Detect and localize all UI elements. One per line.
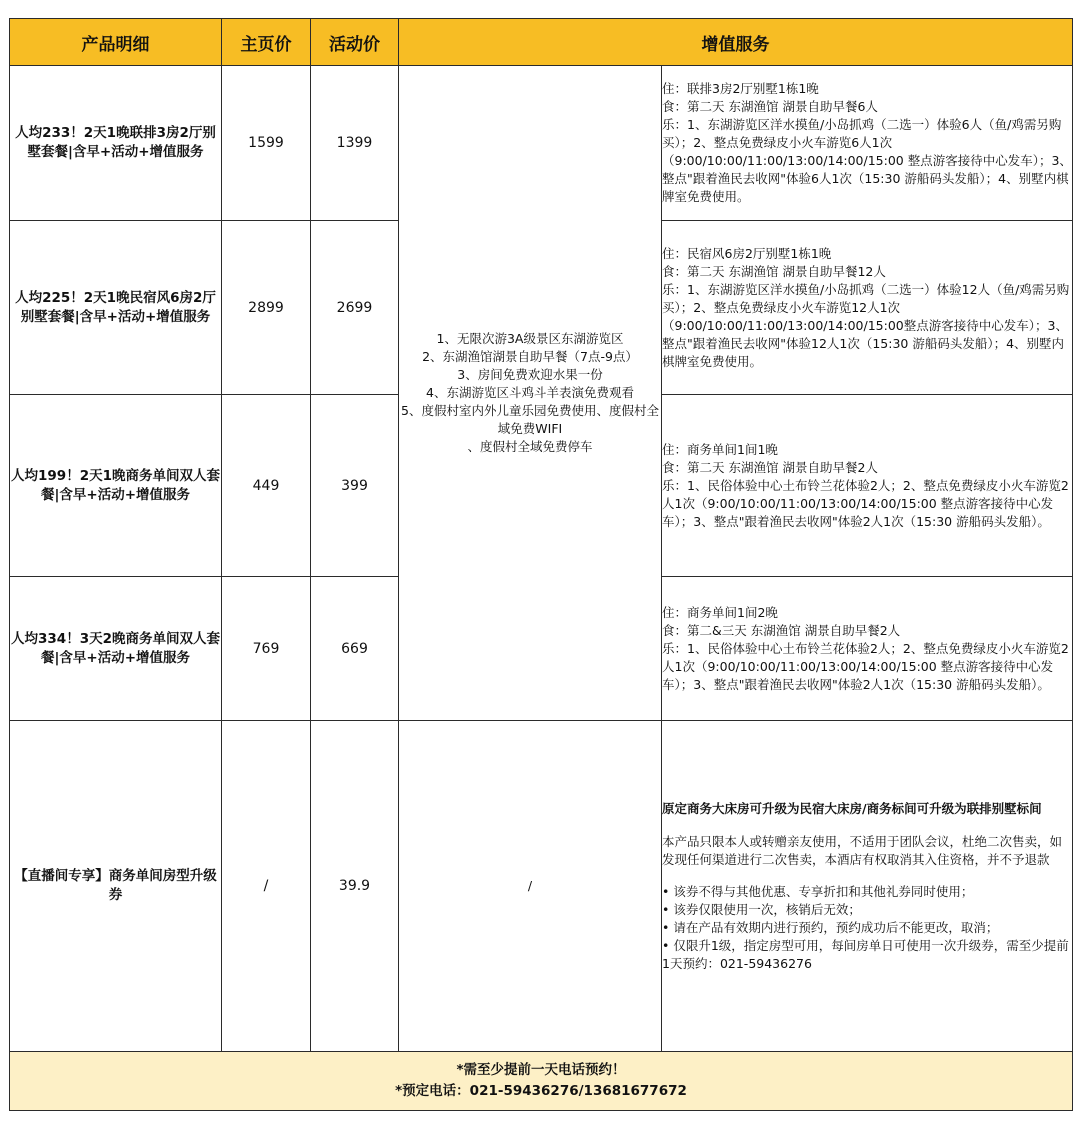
- common-service-item: 5、度假村室内外儿童乐园免费使用、度假村全域免费WIFI: [401, 403, 659, 436]
- footer-row: [10, 1052, 1073, 1111]
- value-services: [662, 66, 1073, 221]
- advance-booking-note: *需至少提前一天电话预约！: [456, 1062, 626, 1078]
- service-stay: 住：联排3房2厅别墅1栋1晚: [662, 81, 819, 96]
- event-price: 2699: [311, 221, 399, 395]
- term-bullet: • 仅限升1级，指定房型可用，每间房单日可使用一次升级券，需至少提前1天预约：021-59436276: [662, 938, 1069, 971]
- service-food: 食：第二天 东湖渔馆 湖景自助早餐12人: [662, 263, 886, 279]
- home-price: 769: [222, 577, 311, 721]
- service-food: 食：第二&三天 东湖渔馆 湖景自助早餐2人: [662, 622, 901, 638]
- product-name: 人均334！3天2晚商务单间双人套餐|含早+活动+增值服务: [10, 577, 222, 721]
- upgrade-terms: [662, 721, 1073, 1052]
- header-value-services: 增值服务: [399, 19, 1073, 66]
- value-services: [662, 395, 1073, 577]
- event-price: 399: [311, 395, 399, 577]
- common-service-item: 4、东湖游览区斗鸡斗羊表演免费观看: [426, 385, 634, 400]
- common-services: [399, 66, 662, 721]
- common-services-none: /: [399, 721, 662, 1052]
- header-row: [10, 19, 1073, 66]
- common-service-item: 3、房间免费欢迎水果一份: [457, 367, 603, 382]
- event-price: 39.9: [311, 721, 399, 1052]
- common-service-item: 1、无限次游3A级景区东湖游览区: [436, 331, 624, 346]
- common-service-item: 2、东湖渔馆湖景自助早餐（7点-9点）: [422, 349, 638, 364]
- product-name: 人均233！2天1晚联排3房2厅别墅套餐|含早+活动+增值服务: [10, 66, 222, 221]
- table-row: [10, 66, 1073, 221]
- header-home-price: 主页价: [222, 19, 311, 66]
- service-food: 食：第二天 东湖渔馆 湖景自助早餐6人: [662, 99, 878, 114]
- service-fun: 乐：1、民俗体验中心土布铃兰花体验2人；2、整点免费绿皮小火车游览2人1次（9:00/10:00/11:00/13:00/14:00/15:00 整点游客接待中心发车）；3、整点"跟着渔民去收网"体验2人1次（15:30 游船码头发船）。: [662, 640, 1069, 692]
- value-services: [662, 577, 1073, 721]
- product-name: 人均199！2天1晚商务单间双人套餐|含早+活动+增值服务: [10, 395, 222, 577]
- usage-restriction: 本产品只限本人或转赠亲友使用，不适用于团队会议，杜绝二次售卖，如发现任何渠道进行二次售卖，本酒店有权取消其入住资格，并不予退款: [662, 834, 1063, 867]
- home-price: 449: [222, 395, 311, 577]
- event-price: 669: [311, 577, 399, 721]
- service-food: 食：第二天 东湖渔馆 湖景自助早餐2人: [662, 459, 878, 475]
- product-name: 【直播间专享】商务单间房型升级券: [10, 721, 222, 1052]
- header-event-price: 活动价: [311, 19, 399, 66]
- home-price: 1599: [222, 66, 311, 221]
- event-price: 1399: [311, 66, 399, 221]
- common-service-item: 、度假村全域免费停车: [467, 439, 593, 454]
- package-table: [9, 18, 1073, 1111]
- service-stay: 住：商务单间1间1晚: [662, 441, 778, 457]
- service-stay: 住：商务单间1间2晚: [662, 604, 778, 620]
- product-name: 人均225！2天1晚民宿风6房2厅别墅套餐|含早+活动+增值服务: [10, 221, 222, 395]
- value-services: [662, 221, 1073, 395]
- term-bullet: • 该券仅限使用一次，核销后无效；: [662, 902, 861, 917]
- header-product: 产品明细: [10, 19, 222, 66]
- upgrade-headline: 原定商务大床房可升级为民宿大床房/商务标间可升级为联排别墅标间: [662, 801, 1042, 816]
- service-stay: 住：民宿风6房2厅别墅1栋1晚: [662, 245, 832, 261]
- service-fun: 乐：1、民俗体验中心土布铃兰花体验2人；2、整点免费绿皮小火车游览2人1次（9:00/10:00/11:00/13:00/14:00/15:00 整点游客接待中心发车）；3、整点"跟着渔民去收网"体验2人1次（15:30 游船码头发船）。: [662, 477, 1069, 529]
- home-price: 2899: [222, 221, 311, 395]
- booking-note: [10, 1052, 1073, 1111]
- term-bullet: • 该券不得与其他优惠、专享折扣和其他礼券同时使用；: [662, 884, 974, 899]
- table-row-upgrade: [10, 721, 1073, 1052]
- service-fun: 乐：1、东湖游览区洋水摸鱼/小岛抓鸡（二选一）体验12人（鱼/鸡需另购买）；2、整点免费绿皮小火车游览12人1次（9:00/10:00/11:00/13:00/14:00/15:00整点游客接待中心发车）；3、整点"跟着渔民去收网"体验12人1次（15:30 游船码头发船）；4、别墅内棋牌室免费使用。: [662, 281, 1070, 369]
- booking-phone: *预定电话：021-59436276/13681677672: [395, 1083, 687, 1099]
- home-price: /: [222, 721, 311, 1052]
- service-fun: 乐：1、东湖游览区洋水摸鱼/小岛抓鸡（二选一）体验6人（鱼/鸡需另购买）；2、整点免费绿皮小火车游览6人1次（9:00/10:00/11:00/13:00/14:00/15:00 整点游客接待中心发车）；3、整点"跟着渔民去收网"体验6人1次（15:30 游船码头发船）；4、别墅内棋牌室免费使用。: [662, 117, 1072, 204]
- term-bullet: • 请在产品有效期内进行预约，预约成功后不能更改，取消；: [662, 920, 999, 935]
